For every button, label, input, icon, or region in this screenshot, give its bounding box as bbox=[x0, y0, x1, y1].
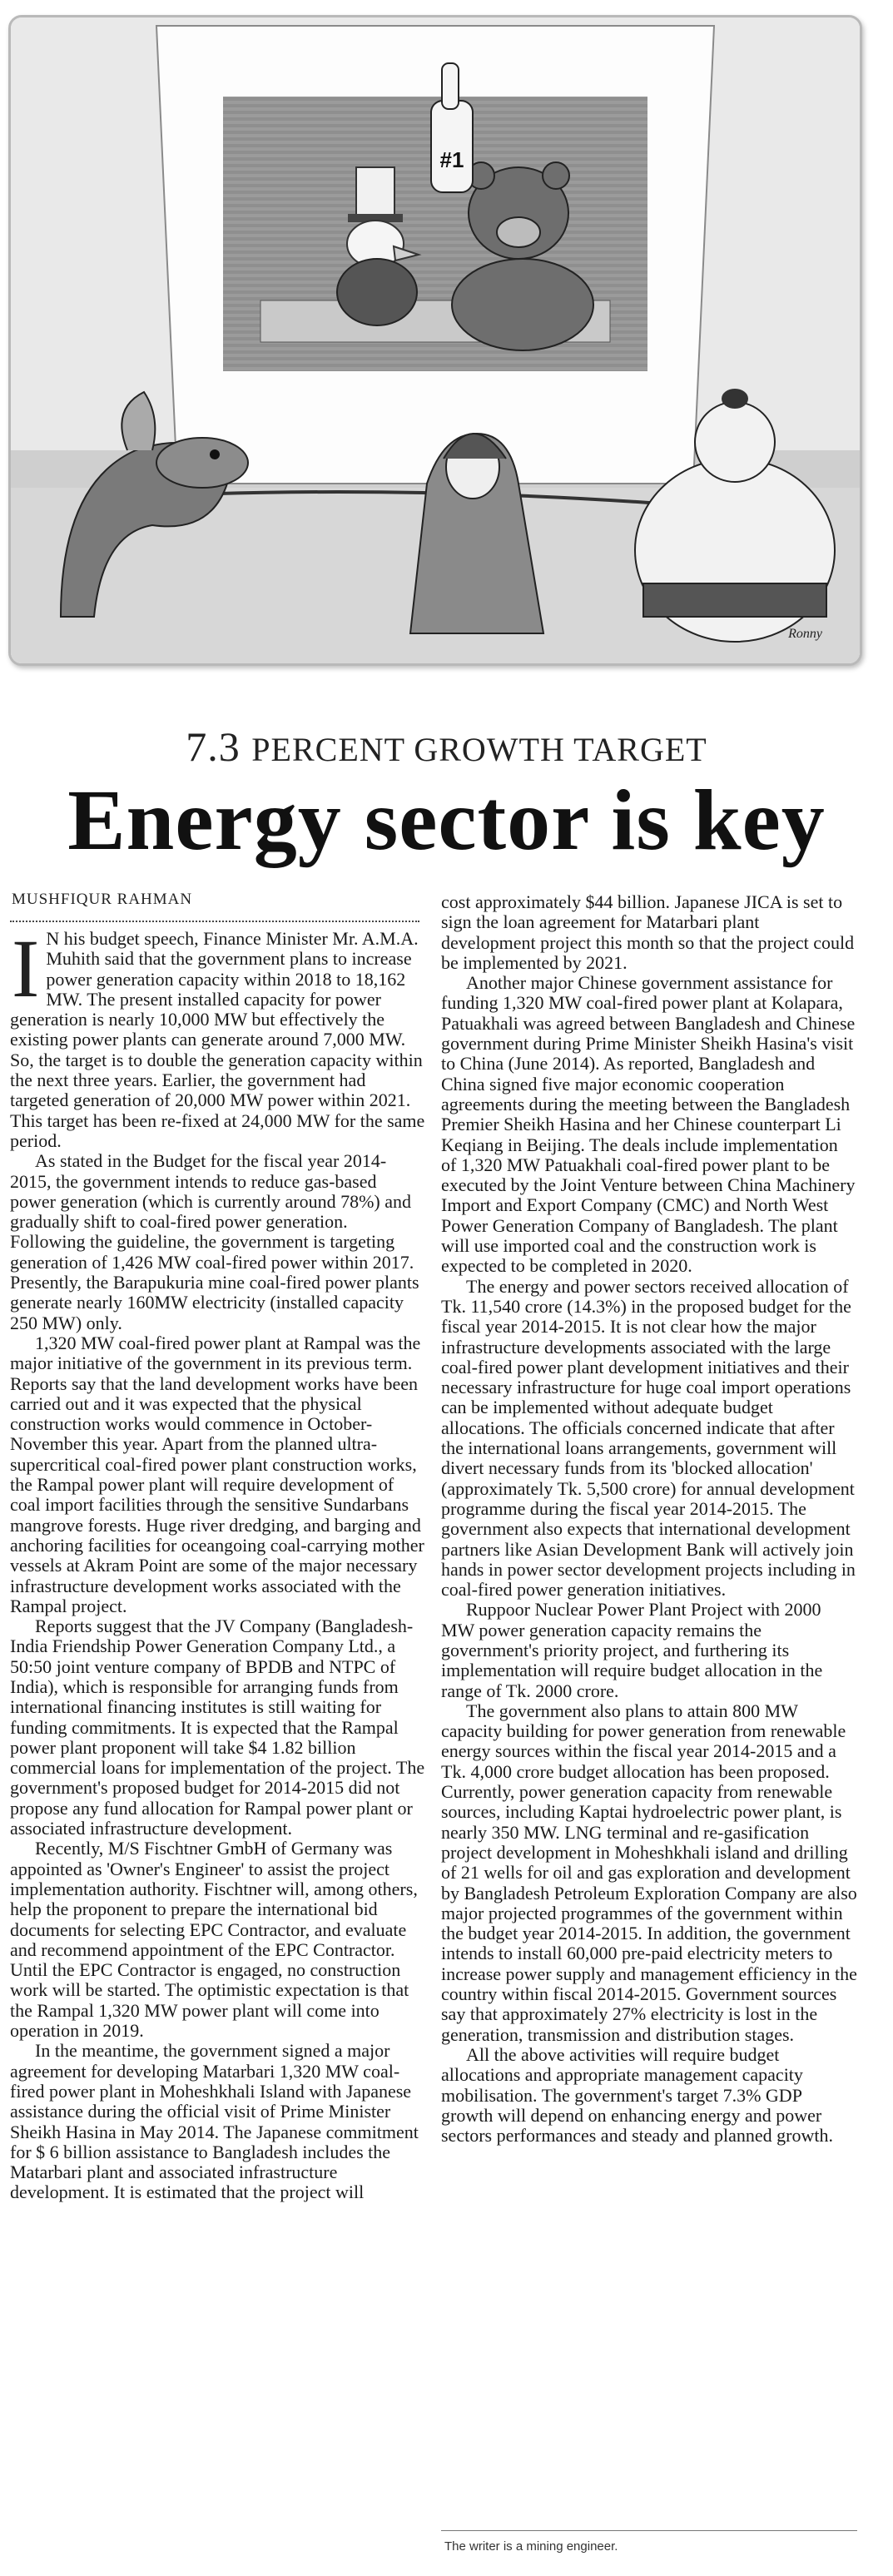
byline-divider bbox=[10, 921, 419, 922]
article-paragraph-5: Recently, M/S Fischtner GmbH of Germany was appointed as 'Owner's Engineer' to assist the project implementation authority. Fischtner will, among others, help the proponent to prepare the international bid documents for selecting EPC Contractor, and evaluate and recommend appointment of the EPC Contractor. Until the EPC Contractor is engaged, no construction work will be started. The optimistic expectation is that the Rampal 1,320 MW power plant will come into operation in 2019. bbox=[10, 1838, 418, 2042]
kicker-number: 7.3 bbox=[186, 723, 241, 770]
article-paragraph-4: Reports suggest that the JV Company (Bangladesh-India Friendship Power Generation Company Ltd., a 50:50 joint venture company of BPDB and NTPC of India), which is responsible for arranging funds from international financing institutes is still waiting for funding commitments. It is expected that the Rampal power plant proponent will take $4 1.82 billion commercial loans for implementation of the project. The government's proposed budget for 2014-2015 did not propose any fund allocation for Rampal power plant or associated infrastructure development. bbox=[10, 1616, 425, 1839]
article-paragraph-3: 1,320 MW coal-fired power plant at Rampal was the major initiative of the government in its previous term. Reports say that the land development works have been carried out and it was expected that the physical construction works would commence in October-November this year. Apart from the planned ultra-supercritical coal-fired power plant construction works, the Rampal power plant will require development of coal import facilities through the sensitive Sundarbans mangrove forests. Huge river dredging, and barging and anchoring facilities for oceangoing coal-carrying mother vessels at Akram Point are some of the major necessary infrastructure development works associated with the Rampal project. bbox=[10, 1332, 424, 1616]
article-paragraph-10: Ruppoor Nuclear Power Plant Project with 2000 MW power generation capacity remains the government's priority project, and furthering its implementation will require budget allocation in the range of Tk. 2000 crore. bbox=[441, 1599, 823, 1701]
article-paragraph-8: Another major Chinese government assistance for funding 1,320 MW coal-fired power plant at Kolapara, Patuakhali was agreed between Bangladesh and Chinese government during Prime Minister Sheikh Hasina's visit to China (June 2014). As reported, Bangladesh and China signed five major economic cooperation agreements during the meeting between the Bangladesh Premier Sheikh Hasina and her Chinese counterpart Li Keqiang in Beijing. The deals include implementation of 1,320 MW Patuakhali coal-fired power plant to be executed by the Joint Venture between China Machinery Import and Export Company (CMC) and North West Power Generation Company of Bangladesh. The plant will use imported coal and the construction work is expected to be completed in 2020. bbox=[441, 972, 856, 1277]
article-paragraph-9: The energy and power sectors received allocation of Tk. 11,540 crore (14.3%) in the proposed budget for the fiscal year 2014-2015. It is not clear how the major infrastructure developments associated with the large coal-fired power plant development initiatives and their necessary infrastructure for huge coal import operations can be implemented without adequate budget allocations. The officials concerned indicate that after the international loans arrangements, government will divert necessary funds from its 'blocked allocation' (approximately Tk. 5,500 crore) for annual development programme during the fiscal year 2014-2015. The government also expects that international development partners like Asian Development Bank will actively join hands in power sector development projects including in coal-fired power generation initiatives. bbox=[441, 1275, 856, 1601]
cartoon-illustration bbox=[8, 15, 862, 666]
foam-finger-label: #1 bbox=[439, 147, 464, 172]
article-paragraph-7: cost approximately $44 billion. Japanese JICA is set to sign the loan agreement for Matarbari plant development project this month so that the project could be implemented by 2021. bbox=[441, 891, 855, 973]
kicker-text: PERCENT GROWTH TARGET bbox=[251, 731, 707, 768]
paragraph-text: N his budget speech, Finance Minister Mr. A.M.A. Muhith said that the government plans to increase power generation capacity within 2018 to 18,162 MW. The present installed capacity for power generation is nearly 10,000 MW but effectively the existing power plants can generate around 7,000 MW. So, the target is to double the generation capacity within the next three years. Earlier, the government had targeted generation of 20,000 MW power within 2021. This target has been re-fixed at 24,000 MW for the same period. bbox=[10, 928, 425, 1151]
article-column-right bbox=[441, 892, 857, 2524]
article-paragraph-11: The government also plans to attain 800 MW capacity building for power generation from renewable energy sources within the fiscal year 2014-2015 and a Tk. 4,000 crore budget allocation has been proposed. Currently, power generation capacity from renewable sources, including Kaptai hydroelectric power plant, is nearly 350 MW. LNG terminal and re-gasification project development in Moheshkhali island and drilling of 21 wells for oil and gas exploration and development by Bangladesh Petroleum Exploration Company are also major projected programmes of the government within the budget year 2014-2015. In addition, the government intends to install 60,000 pre-paid electricity meters to increase power supply and management efficiency in the country within fiscal 2014-2015. Government sources say that approximately 27% electricity is lost in the generation, transmission and distribution stages. bbox=[441, 1700, 857, 2045]
cartoon-svg bbox=[11, 17, 860, 663]
article-paragraph-1 bbox=[10, 922, 426, 1151]
cartoon-signature: Ronny bbox=[788, 627, 822, 641]
kicker bbox=[0, 722, 893, 771]
author-footnote: The writer is a mining engineer. bbox=[444, 2539, 618, 2554]
page-title: Energy sector is key bbox=[67, 772, 826, 868]
dropcap: I bbox=[12, 922, 40, 1015]
article-paragraph-2: As stated in the Budget for the fiscal year 2014-2015, the government intends to reduce gas-based power generation (which is currently around 78%) and gradually shift to coal-fired power generation. Following the guideline, the government is targeting generation of 1,426 MW coal-fired power within 2017. Presently, the Barapukuria mine coal-fired power plants generate nearly 160MW electricity (installed capacity 250 MW) only. bbox=[10, 1150, 419, 1333]
article-paragraph-6: In the meantime, the government signed a major agreement for developing Matarbari 1,320 MW coal-fired power plant in Moheshkhali Island with Japanese assistance during the official visit of Prime Minister Sheikh Hasina in May 2014. The Japanese commitment for $ 6 billion assistance to Bangladesh includes the Matarbari plant and associated infrastructure development. It is estimated that the project will bbox=[10, 2040, 419, 2203]
footnote-divider bbox=[441, 2530, 857, 2531]
article-paragraph-12: All the above activities will require budget allocations and appropriate management capacity mobilisation. The government's target 7.3% GDP growth will depend on enhancing energy and power sectors performances and steady and planned growth. bbox=[441, 2043, 834, 2147]
byline: MUSHFIQUR RAHMAN bbox=[12, 891, 193, 908]
article-column-left bbox=[10, 922, 426, 2560]
